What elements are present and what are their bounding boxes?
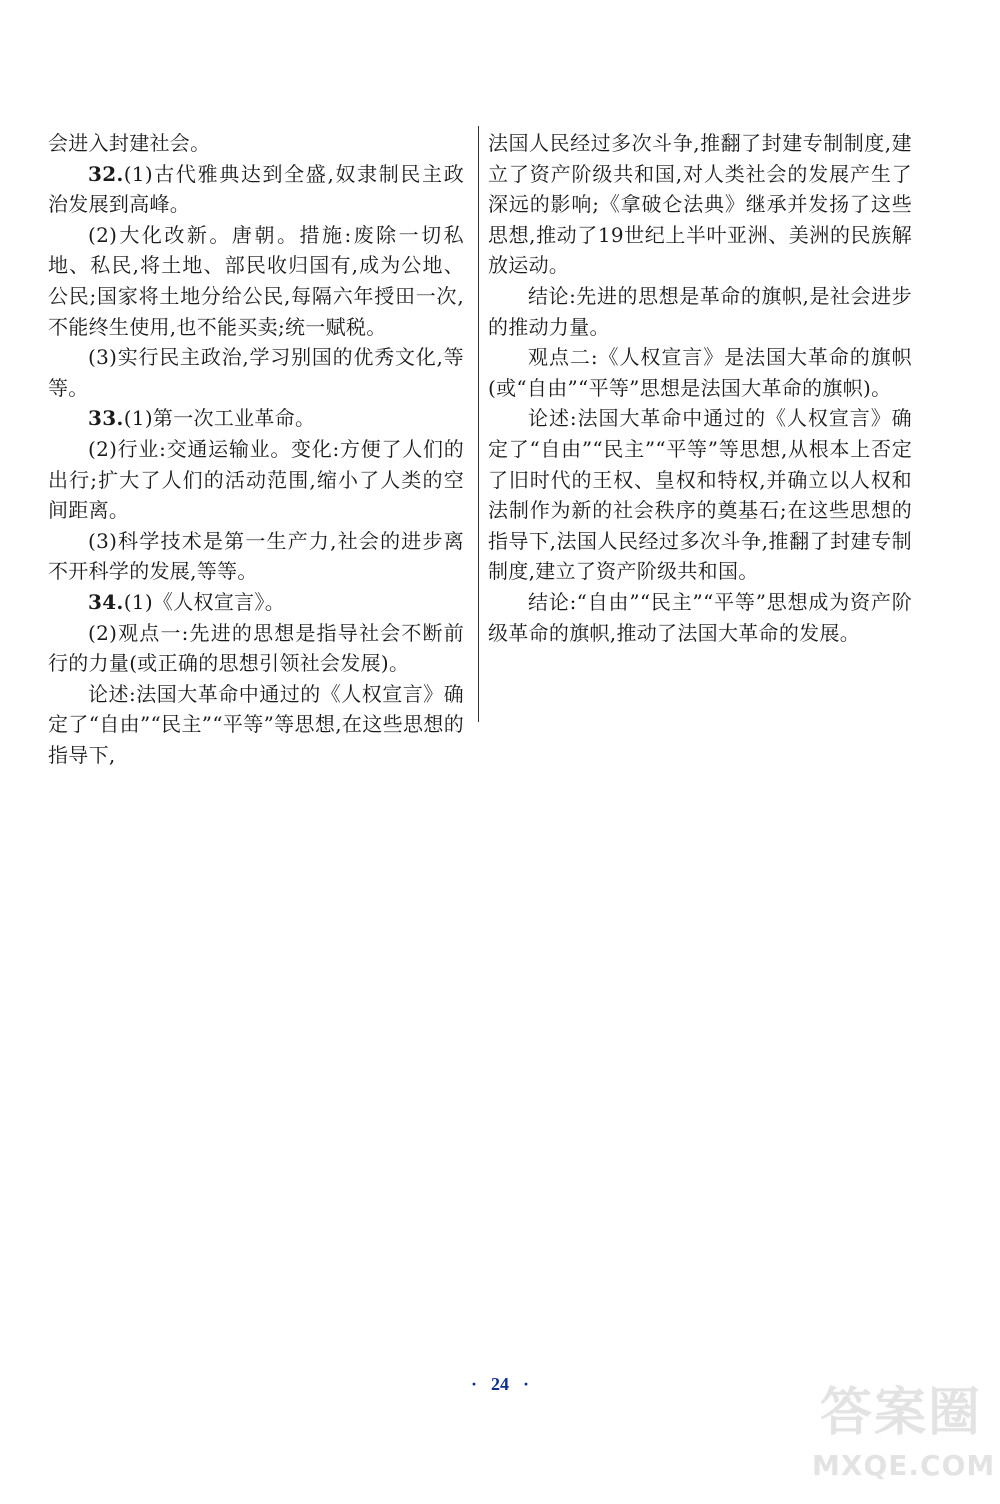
watermark-logo bbox=[812, 1374, 996, 1492]
column-divider bbox=[478, 126, 479, 722]
watermark-site: MXQE.COM bbox=[812, 1449, 996, 1482]
page-number-text: 24 bbox=[491, 1374, 509, 1394]
page-number-dot-left: · bbox=[470, 1374, 477, 1394]
paragraph bbox=[48, 403, 464, 434]
paragraph: 结论:“自由”“民主”“平等”思想成为资产阶级革命的旗帜,推动了法国大革命的发展。 bbox=[488, 589, 912, 645]
paragraph: (2)大化改新。唐朝。措施:废除一切私地、私民,将土地、部民收归国有,成为公地、公民;国家将土地分给公民,每隔六年授田一次,不能终生使用,也不能买卖;统一赋税。 bbox=[48, 222, 464, 339]
paragraph-text: (1)第一次工业革命。 bbox=[123, 406, 316, 431]
paragraph: 论述:法国大革命中通过的《人权宣言》确定了“自由”“民主”“平等”等思想,从根本上否定了旧时代的王权、皇权和特权,并确立以人权和法制作为新的社会秩序的奠基石;在这些思想的指导下,法国人民经过多次斗争,推翻了封建专制制度,建立了资产阶级共和国。 bbox=[488, 406, 912, 584]
question-number: 33. bbox=[88, 406, 124, 431]
paragraph: 法国人民经过多次斗争,推翻了封建专制制度,建立了资产阶级共和国,对人类社会的发展产生了深远的影响;《拿破仑法典》继承并发扬了这些思想,推动了19世纪上半叶亚洲、美洲的民族解放运动。 bbox=[488, 131, 912, 278]
question-number: 32. bbox=[88, 161, 124, 186]
paragraph-text: (1)《人权宣言》。 bbox=[123, 589, 286, 614]
left-column bbox=[48, 128, 464, 770]
paragraph bbox=[48, 159, 464, 220]
paragraph: 论述:法国大革命中通过的《人权宣言》确定了“自由”“民主”“平等”等思想,在这些思想的指导下, bbox=[48, 681, 464, 767]
paragraph: (2)观点一:先进的思想是指导社会不断前行的力量(或正确的思想引领社会发展)。 bbox=[48, 620, 464, 676]
paragraph: 观点二:《人权宣言》是法国大革命的旗帜(或“自由”“平等”思想是法国大革命的旗帜)。 bbox=[488, 345, 912, 400]
watermark-chars: 答案圈 bbox=[819, 1383, 982, 1443]
paragraph: (2)行业:交通运输业。变化:方便了人们的出行;扩大了人们的活动范围,缩小了人类的空间距离。 bbox=[48, 436, 464, 523]
paragraph: 会进入封建社会。 bbox=[48, 131, 211, 155]
paragraph: (3)实行民主政治,学习别国的优秀文化,等等。 bbox=[48, 345, 464, 400]
paragraph bbox=[48, 587, 464, 618]
paragraph: (3)科学技术是第一生产力,社会的进步离不开科学的发展,等等。 bbox=[48, 528, 464, 584]
right-column bbox=[488, 128, 912, 648]
paragraph-text: (1)古代雅典达到全盛,奴隶制民主政治发展到高峰。 bbox=[48, 161, 464, 217]
question-number: 34. bbox=[88, 589, 124, 614]
paragraph: 结论:先进的思想是革命的旗帜,是社会进步的推动力量。 bbox=[488, 283, 912, 339]
page-number-dot-right: · bbox=[523, 1374, 530, 1394]
